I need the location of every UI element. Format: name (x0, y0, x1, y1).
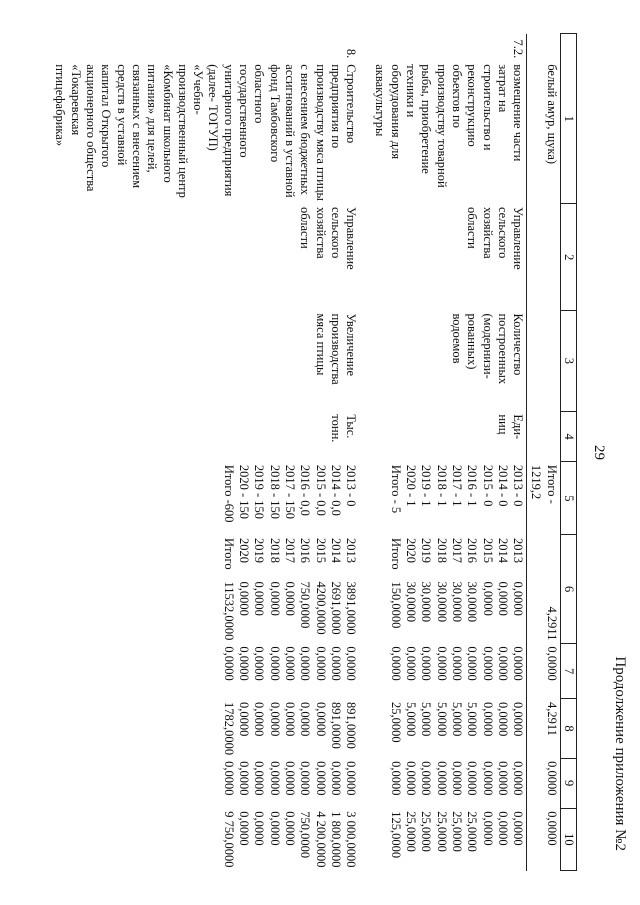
cell-line: 0,0000 (511, 581, 526, 616)
program-table (51, 33, 577, 871)
cell-line: 3 000,0000 (344, 811, 359, 868)
row-col9 (371, 758, 526, 808)
cell-line: 0,0000 (221, 646, 236, 681)
cell-line: 2016 (298, 537, 313, 563)
cell-line: 0,0000 (221, 761, 236, 796)
cell-line: 1 800,0000 (328, 811, 343, 868)
row-indicator (371, 310, 526, 411)
cell-line: 891,0000 (328, 701, 343, 749)
cell-line: 2017 - 150 (282, 464, 297, 519)
cell-line: 30,0000 (419, 581, 434, 623)
cell-line: ниц (495, 414, 510, 435)
cell-line: 2018 (434, 537, 449, 563)
row-col9 (51, 758, 359, 808)
cell-line: объектов по (449, 64, 464, 128)
row-indicator (51, 310, 359, 411)
cell-line: 25,0000 (465, 811, 480, 852)
cell-line: областного (252, 64, 267, 124)
cell-line: 2013 (511, 537, 526, 563)
row-unit (51, 411, 359, 462)
cell-line: 2017 - 1 (449, 464, 464, 507)
cell-line: 0,0000 (267, 646, 282, 681)
row-total (371, 578, 526, 643)
cell-line: 0,0000 (313, 761, 328, 796)
cell-line: Тыс. (344, 414, 359, 439)
cell-line: 2020 - 150 (237, 464, 252, 519)
cell-line: 0,0000 (267, 701, 282, 737)
cell-line: 4 200,0000 (313, 811, 328, 868)
cell-line: 0,0000 (495, 761, 510, 796)
col-header: 1 (560, 34, 576, 204)
cell-line: 11532,0000 (221, 581, 236, 641)
cell-line: 0,0000 (419, 761, 434, 796)
cell-line: 0,0000 (267, 581, 282, 616)
row-executor (51, 204, 359, 311)
cell-line: 0,0000 (344, 761, 359, 796)
cell-value: 0,0000 (527, 643, 561, 699)
page-number: 29 (591, 445, 607, 460)
cell-line: сельского (495, 206, 510, 259)
cell-line: 0,0000 (388, 646, 403, 681)
cell-line: 0,0000 (282, 701, 297, 737)
cell-line: 0,0000 (511, 761, 526, 796)
col-header: 4 (560, 411, 576, 462)
cell-line: 0,0000 (404, 646, 419, 681)
cell-line: 891,0000 (344, 701, 359, 749)
cell-line: 0,0000 (267, 811, 282, 846)
row-targets (371, 462, 526, 535)
cell-line: Управление (344, 206, 359, 270)
cell-line: 25,0000 (434, 811, 449, 852)
cell-line: предприятия по (328, 64, 343, 149)
cell-line: Увеличение (344, 313, 359, 376)
cell-line: техники и (404, 64, 419, 118)
cell-line: производства (328, 313, 343, 385)
cell-line: 25,0000 (388, 701, 403, 743)
cell-line: средств в уставной (114, 64, 129, 166)
cell-line: 2020 (237, 537, 252, 563)
cell-line: 2018 (267, 537, 282, 563)
cell-line: 30,0000 (465, 581, 480, 623)
row-col8 (371, 699, 526, 758)
cell-line: 2020 - 1 (404, 464, 419, 507)
row-number: 7.2. (511, 39, 526, 59)
cell-line: ассигнований в уставной (282, 64, 297, 198)
cell-line: 0,0000 (480, 761, 495, 796)
cell-line: 30,0000 (449, 581, 464, 623)
col-header: 9 (560, 758, 576, 808)
cell-line: 150,0000 (388, 581, 403, 629)
cell-line: 5,0000 (434, 701, 449, 737)
row-description (51, 61, 359, 204)
cell-line: 2018 - 1 (434, 464, 449, 507)
cell-line: 0,0000 (434, 761, 449, 796)
cell-line: 3891,0000 (344, 581, 359, 635)
cell-line: 25,0000 (449, 811, 464, 852)
cell-line: 5,0000 (449, 701, 464, 737)
cell-line: 0,0000 (495, 701, 510, 737)
cell-value: Итого - 1219,2 (527, 462, 561, 535)
cell-line: 25,0000 (419, 811, 434, 852)
row-col10 (371, 808, 526, 870)
cell-line: 125,0000 (388, 811, 403, 859)
cell-line: 0,0000 (237, 581, 252, 616)
col-header: 7 (560, 643, 576, 699)
cell-line: 0,0000 (298, 761, 313, 796)
cell-line: 0,0000 (511, 701, 526, 737)
cell-line: 2019 (252, 537, 267, 563)
cell-line: питания» для целей, (145, 64, 160, 173)
cell-line: аквакультуры (373, 64, 388, 137)
cell-line: (модернизи- (480, 313, 495, 379)
cell-line: «Комбинат школьного (160, 64, 175, 183)
cell-line: 0,0000 (282, 646, 297, 681)
cell-line: 2016 (465, 537, 480, 563)
cell-line: 2013 - 0 (344, 464, 359, 507)
row-col7 (371, 643, 526, 699)
cell-line: Еди- (511, 414, 526, 440)
row-col7 (51, 643, 359, 699)
cell-line: 30,0000 (434, 581, 449, 623)
cell-line: Количество (511, 313, 526, 376)
cell-line: унитарного предприятия (221, 64, 236, 197)
cell-line: государственного (237, 64, 252, 158)
cell-value: 4,2911 (527, 535, 561, 643)
row-years (371, 535, 526, 578)
continuation-caption: Продолжение приложения №2 (612, 656, 628, 851)
cell-line: реконструкцию (465, 64, 480, 147)
cell-line: (далее- ТОГУП) (206, 64, 221, 151)
cell-line: 0,0000 (252, 811, 267, 846)
cell-line: 0,0000 (313, 646, 328, 681)
cell-line: 2017 (282, 537, 297, 563)
cell-line: 0,0000 (252, 701, 267, 737)
cell-line: производственный центр (175, 64, 190, 198)
cell-line: сельского (328, 206, 343, 259)
cell-line: с внесением бюджетных (298, 64, 313, 195)
cell-line: мяса птицы (313, 313, 328, 376)
cell-line: 0,0000 (237, 811, 252, 846)
cell-line: оборудования для (388, 64, 403, 160)
cell-line: производству мяса птицы (313, 64, 328, 201)
cell-line: 2013 - 0 (511, 464, 526, 507)
cell-line: 2015 - 0 (480, 464, 495, 507)
col-header: 8 (560, 699, 576, 758)
cell-line: 0,0000 (465, 646, 480, 681)
cell-line: 2019 (419, 537, 434, 563)
cell-line: 0,0000 (419, 646, 434, 681)
cell-line: связанных с внесением (129, 64, 144, 189)
cell-line: Строительство (344, 64, 359, 144)
cell-line: 5,0000 (465, 701, 480, 737)
cell-line: 1782,0000 (221, 701, 236, 756)
cell-line: птицефабрика» (53, 64, 68, 147)
cell-line: хозяйства (480, 206, 495, 259)
cell-line: 0,0000 (449, 646, 464, 681)
cell-line: рованных) (465, 313, 480, 370)
cell-line: 9 750,0000 (221, 811, 236, 868)
cell-line: 0,0000 (465, 761, 480, 796)
cell-line: 0,0000 (344, 646, 359, 681)
cell-line: 4200,0000 (313, 581, 328, 635)
cell-line: Итого (388, 537, 403, 570)
cell-line: 2015 (480, 537, 495, 563)
cell-line: 2013 (344, 537, 359, 563)
cell-text: белый амур, щука) (527, 61, 561, 204)
cell-line: 2016 - 1 (465, 464, 480, 507)
cell-line: Итого -600 (221, 464, 236, 523)
row-number: 8. (344, 48, 359, 59)
cell-line: 5,0000 (404, 701, 419, 737)
cell-line: хозяйства (313, 206, 328, 259)
cell-line: 2019 - 150 (252, 464, 267, 519)
cell-line: 0,0000 (495, 646, 510, 681)
cell-line: 750,0000 (298, 811, 313, 859)
row-executor (371, 204, 526, 311)
cell-line: Управление (511, 206, 526, 270)
cell-line: 0,0000 (267, 761, 282, 796)
cell-line: 2020 (404, 537, 419, 563)
col-header: 3 (560, 310, 576, 411)
cell-line: 2014 - 0,0 (328, 464, 343, 516)
cell-line: 0,0000 (480, 701, 495, 737)
cell-line: тонн. (328, 414, 343, 443)
cell-line: акционерного общества (84, 64, 99, 192)
row-unit (371, 411, 526, 462)
cell-line: «Токаревская (68, 64, 83, 136)
cell-line: 0,0000 (252, 646, 267, 681)
cell-line: 2015 - 0,0 (313, 464, 328, 516)
cell-line: 2014 (495, 537, 510, 563)
cell-line: 2014 (328, 537, 343, 563)
cell-value: 0,0000 (527, 758, 561, 808)
cell-line: «Учебно- (191, 64, 206, 115)
cell-line: Итого - 5 (388, 464, 403, 514)
cell-line: Итого (221, 537, 236, 570)
cell-line: фонд Тамбовского (267, 64, 282, 163)
cell-line: затрат на (495, 64, 510, 113)
cell-line: 0,0000 (480, 581, 495, 616)
cell-line: возмещение части (511, 64, 526, 162)
cell-line: 0,0000 (252, 761, 267, 796)
cell-line: 2691,0000 (328, 581, 343, 635)
row-years (51, 535, 359, 578)
cell-line: 0,0000 (480, 646, 495, 681)
cell-line: 2017 (449, 537, 464, 563)
cell-value: 4,2911 (527, 699, 561, 758)
cell-line: 0,0000 (298, 646, 313, 681)
cell-line: 0,0000 (237, 701, 252, 737)
cell-line: 0,0000 (449, 761, 464, 796)
cell-line: 0,0000 (313, 701, 328, 737)
row-col10 (51, 808, 359, 870)
row-description (371, 61, 526, 204)
cell-value: 0,0000 (527, 808, 561, 870)
cell-line: области (298, 206, 313, 249)
cell-line: 2015 (313, 537, 328, 563)
table-row-continuation (527, 34, 561, 871)
cell-line: 0,0000 (511, 811, 526, 846)
cell-line: 0,0000 (237, 646, 252, 681)
cell-line: 0,0000 (404, 761, 419, 796)
row-col8 (51, 699, 359, 758)
column-number-row (560, 34, 576, 871)
table-row-8 (51, 34, 359, 871)
cell-line: 2019 - 1 (419, 464, 434, 507)
col-header: 6 (560, 535, 576, 643)
cell-line: 0,0000 (480, 811, 495, 846)
cell-line: 750,0000 (298, 581, 313, 629)
cell-line: 0,0000 (434, 646, 449, 681)
cell-line: 0,0000 (282, 761, 297, 796)
cell-line: 0,0000 (495, 811, 510, 846)
cell-line: строительство и (480, 64, 495, 151)
cell-line: 0,0000 (252, 581, 267, 616)
cell-line: 0,0000 (328, 646, 343, 681)
cell-line: 5,0000 (419, 701, 434, 737)
table-row-7-2 (371, 34, 526, 871)
cell-line: 2014 - 0 (495, 464, 510, 507)
cell-line: рыбы, приобретение (419, 64, 434, 174)
cell-line: области (465, 206, 480, 249)
col-header: 5 (560, 462, 576, 535)
cell-line: 2018 - 150 (267, 464, 282, 519)
cell-line: 0,0000 (495, 581, 510, 616)
cell-line: 0,0000 (237, 761, 252, 796)
cell-line: 30,0000 (404, 581, 419, 623)
cell-line: построенных (495, 313, 510, 385)
cell-line: 0,0000 (388, 761, 403, 796)
col-header: 10 (560, 808, 576, 870)
cell-line: 0,0000 (282, 581, 297, 616)
cell-line: производству товарной (434, 64, 449, 188)
cell-line: 25,0000 (404, 811, 419, 852)
cell-line: 2016 - 0,0 (298, 464, 313, 516)
cell-line: 0,0000 (298, 701, 313, 737)
col-header: 2 (560, 204, 576, 311)
cell-line: водоемов (449, 313, 464, 364)
cell-line: капитал Открытого (99, 64, 114, 168)
row-total (51, 578, 359, 643)
cell-line: 0,0000 (328, 761, 343, 796)
row-targets (51, 462, 359, 535)
cell-line: 0,0000 (282, 811, 297, 846)
cell-line: 0,0000 (511, 646, 526, 681)
